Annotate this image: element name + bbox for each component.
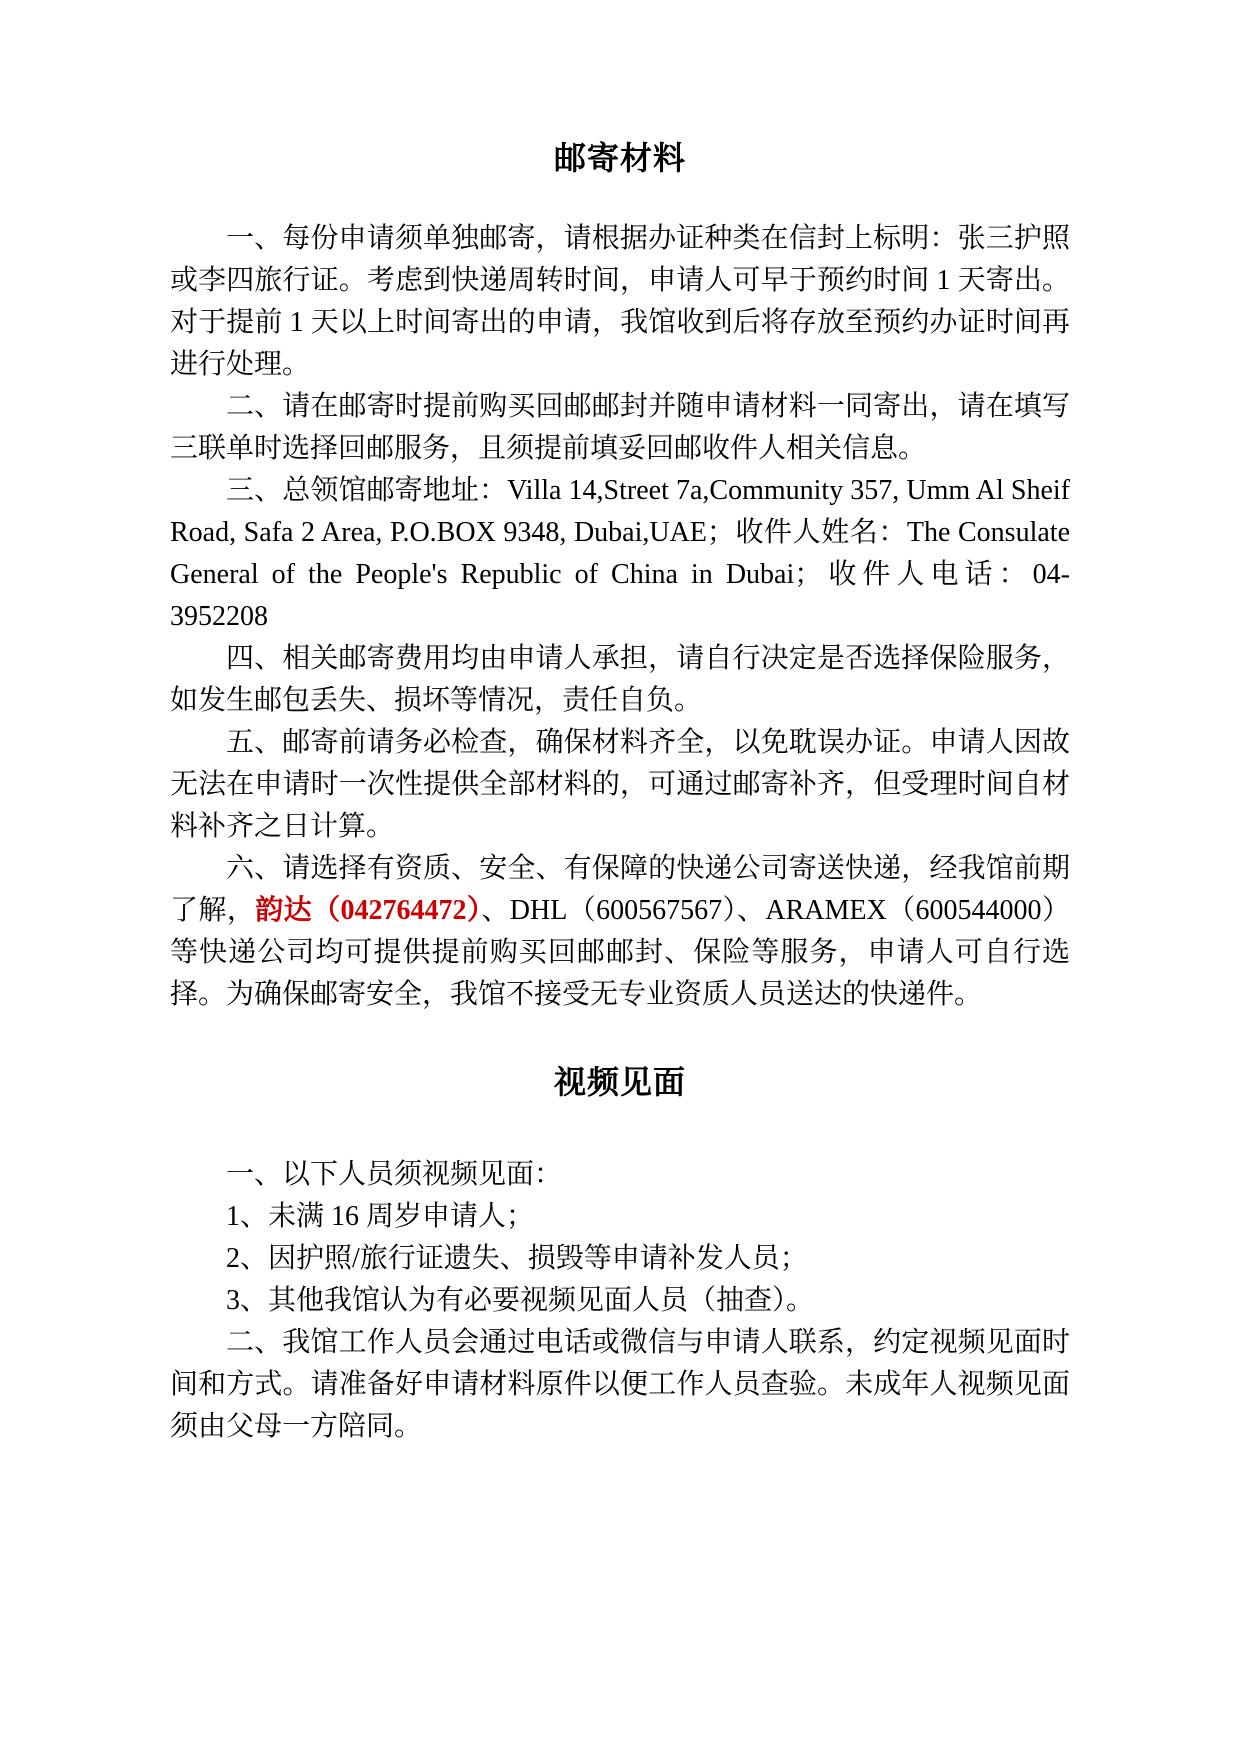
- paragraph-video-list-item-3: 3、其他我馆认为有必要视频见面人员（抽查）。: [226, 1285, 815, 1316]
- paragraph-video-list-item-1: 1、未满 16 周岁申请人；: [226, 1201, 535, 1232]
- paragraph-mailing-1: 一、每份申请须单独邮寄，请根据办证种类在信封上标明：张三护照或李四旅行证。考虑到快递周转时间，申请人可早于预约时间 1 天寄出。对于提前 1 天以上时间寄出的申请，我馆收到后将存放至预约办证时间再进行处理。: [170, 223, 1070, 380]
- paragraph-video-1: 一、以下人员须视频见面：: [226, 1159, 563, 1190]
- section-mailing-body: [170, 218, 1070, 1016]
- section-video-body: [170, 1154, 1070, 1448]
- section-video-meeting: [170, 1062, 1070, 1448]
- section-title-video-meeting: 视频见面: [553, 1064, 686, 1100]
- paragraph-video-list-item-2: 2、因护照/旅行证遗失、损毁等申请补发人员；: [226, 1243, 808, 1274]
- paragraph-mailing-5: 五、邮寄前请务必检查，确保材料齐全，以免耽误办证。申请人因故无法在申请时一次性提供全部材料的，可通过邮寄补齐，但受理时间自材料补齐之日计算。: [170, 727, 1070, 842]
- section-mailing-materials: [170, 138, 1070, 1016]
- paragraph-mailing-2: 二、请在邮寄时提前购买回邮邮封并随申请材料一同寄出，请在填写三联单时选择回邮服务，且须提前填妥回邮收件人相关信息。: [170, 391, 1070, 464]
- courier-yunda-highlight: 韵达（042764472）: [255, 895, 482, 926]
- paragraph-mailing-4: 四、相关邮寄费用均由申请人承担，请自行决定是否选择保险服务，如发生邮包丢失、损坏等情况，责任自负。: [170, 643, 1070, 716]
- courier-text-lead: 六、请选择有资质、安全、有保障的快递公司寄送快递，经我馆前期了解，: [170, 853, 1070, 926]
- paragraph-mailing-3-address: 三、总领馆邮寄地址：Villa 14,Street 7a,Community 357, Umm Al Sheif Road, Safa 2 Area, P.O.BOX 9348, Dubai,UAE；收件人姓名：The Consulate General of the People's Republic of China in Dubai；收件人电话：04-3952208: [170, 475, 1070, 632]
- courier-text-rest: 、DHL（600567567）、ARAMEX（600544000）等快递公司均可提供提前购买回邮邮封、保险等服务，申请人可自行选择。为确保邮寄安全，我馆不接受无专业资质人员送达的快递件。: [170, 895, 1070, 1010]
- paragraph-video-2: 二、我馆工作人员会通过电话或微信与申请人联系，约定视频见面时间和方式。请准备好申请材料原件以便工作人员查验。未成年人视频见面须由父母一方陪同。: [170, 1327, 1070, 1442]
- paragraph-mailing-6-couriers: [170, 848, 1070, 1016]
- section-title-mailing-materials: 邮寄材料: [553, 140, 686, 176]
